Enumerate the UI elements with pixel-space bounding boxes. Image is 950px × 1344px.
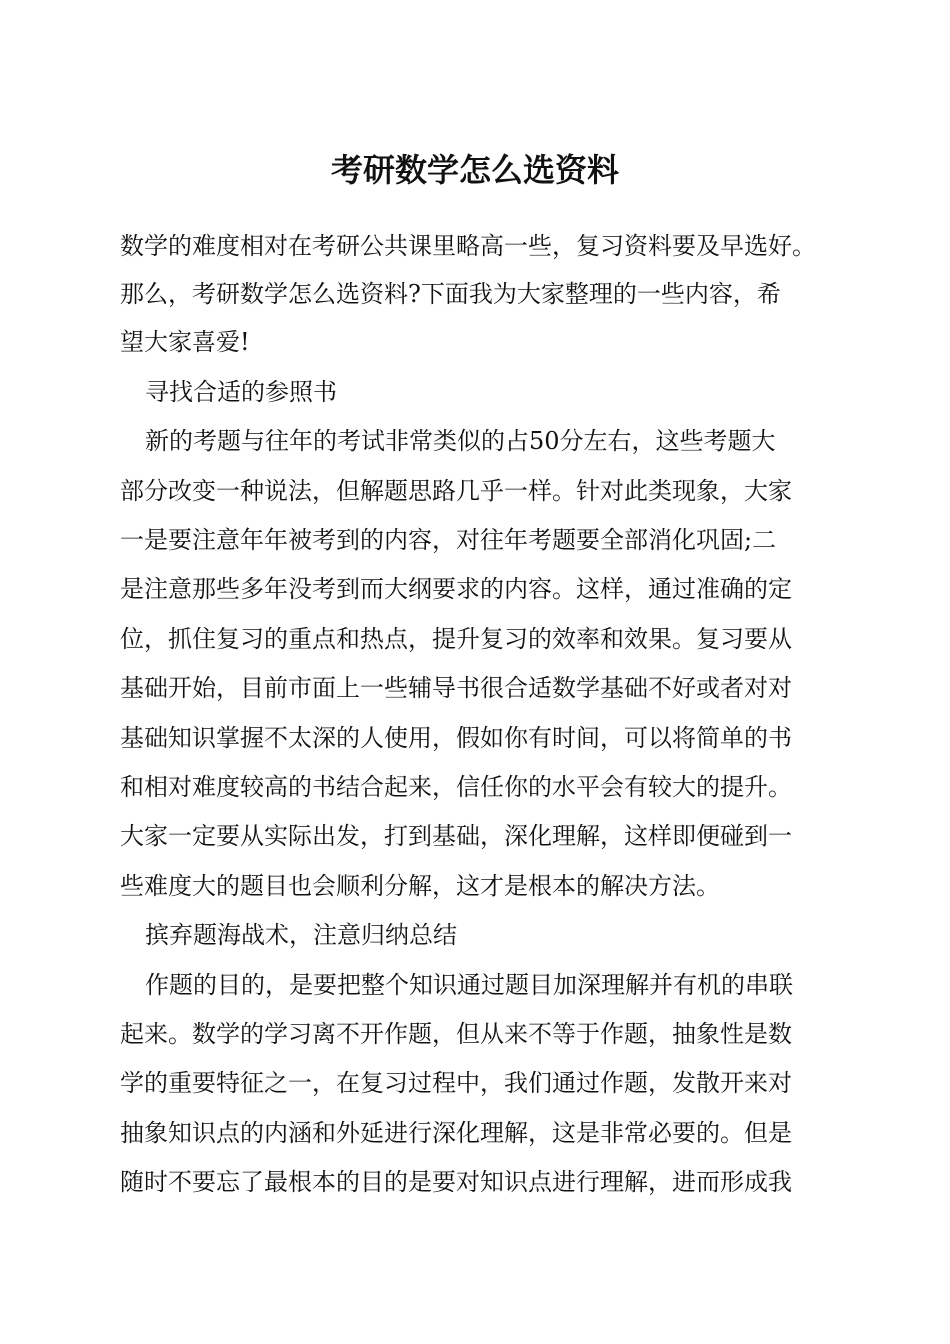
paragraph-line: 部分改变一种说法，但解题思路几乎一样。针对此类现象，大家: [120, 477, 792, 505]
paragraph-line: 抽象知识点的内涵和外延进行深化理解，这是非常必要的。但是: [120, 1119, 792, 1147]
paragraph-line: 新的考题与往年的考试非常类似的占50分左右，这些考题大: [145, 427, 776, 455]
paragraph-line: 位，抓住复习的重点和热点，提升复习的效率和效果。复习要从: [120, 625, 792, 653]
paragraph-line: 望大家喜爱!: [120, 328, 250, 356]
paragraph-line: 作题的目的，是要把整个知识通过题目加深理解并有机的串联: [145, 971, 793, 999]
paragraph-line: 些难度大的题目也会顺利分解，这才是根本的解决方法。: [120, 872, 720, 900]
paragraph-line: 一是要注意年年被考到的内容，对往年考题要全部消化巩固;二: [120, 526, 777, 554]
page-title: 考研数学怎么选资料: [330, 151, 619, 189]
paragraph-line: 随时不要忘了最根本的目的是要对知识点进行理解，进而形成我: [120, 1168, 792, 1196]
paragraph-line: 学的重要特征之一，在复习过程中，我们通过作题，发散开来对: [120, 1069, 792, 1097]
paragraph-line: 起来。数学的学习离不开作题，但从来不等于作题，抽象性是数: [120, 1020, 792, 1048]
paragraph-line: 基础知识掌握不太深的人使用，假如你有时间，可以将简单的书: [120, 724, 792, 752]
paragraph-line: 基础开始，目前市面上一些辅导书很合适数学基础不好或者对对: [120, 674, 792, 702]
paragraph-line: 是注意那些多年没考到而大纲要求的内容。这样，通过准确的定: [120, 575, 792, 603]
paragraph-line: 那么，考研数学怎么选资料?下面我为大家整理的一些内容，希: [120, 280, 781, 308]
section-heading: 摈弃题海战术，注意归纳总结: [145, 921, 457, 949]
paragraph-line: 和相对难度较高的书结合起来，信任你的水平会有较大的提升。: [120, 773, 792, 801]
paragraph-line: 数学的难度相对在考研公共课里略高一些，复习资料要及早选好。: [120, 232, 816, 260]
section-heading: 寻找合适的参照书: [145, 378, 337, 406]
paragraph-line: 大家一定要从实际出发，打到基础，深化理解，这样即便碰到一: [120, 822, 792, 850]
